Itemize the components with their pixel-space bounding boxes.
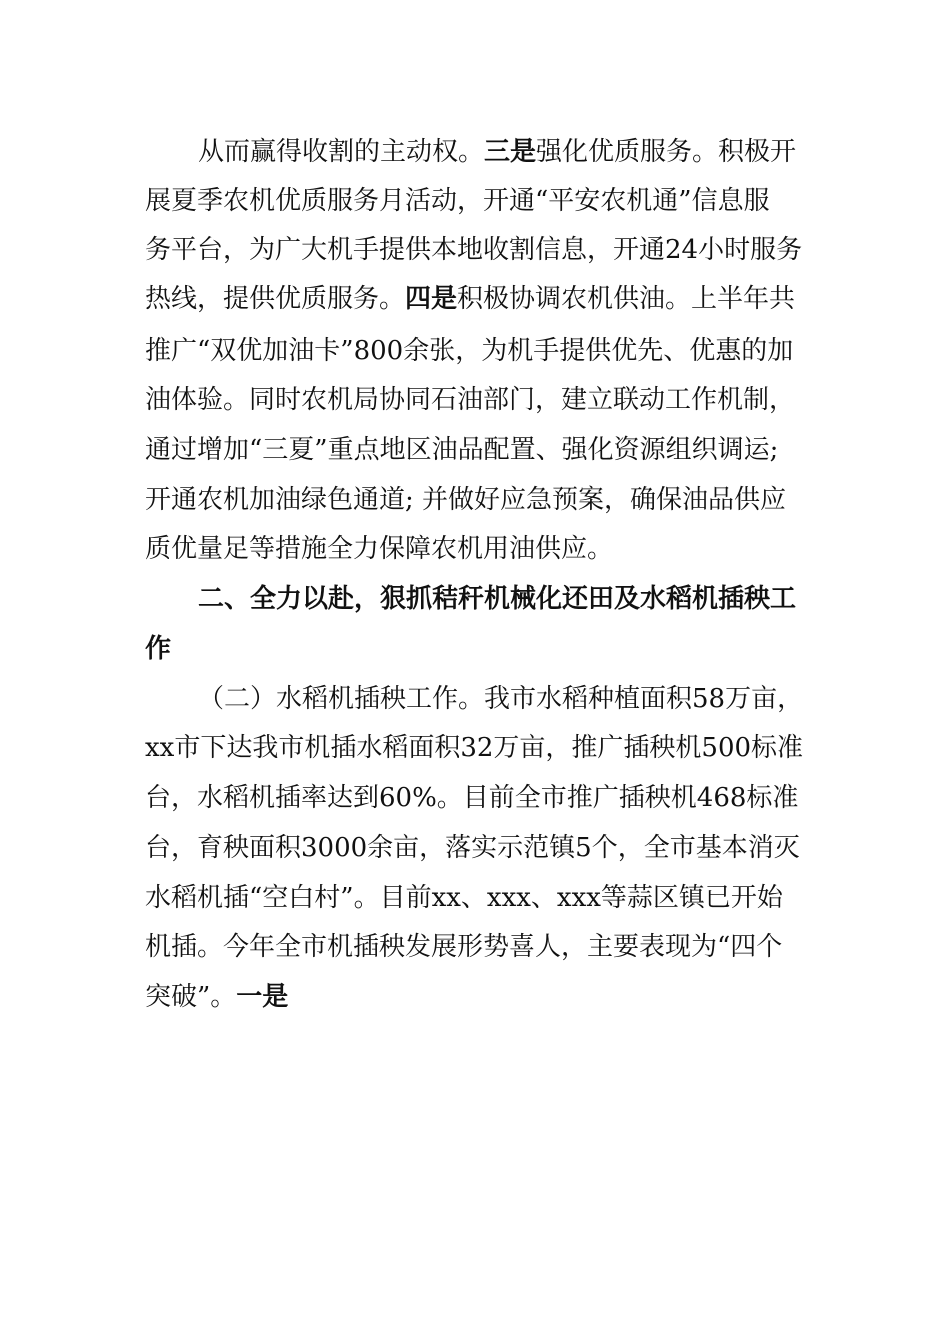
paragraph-line bbox=[145, 972, 288, 1022]
paragraph-line: 开通农机加油绿色通道; 并做好应急预案，确保油品供应 bbox=[145, 485, 787, 515]
paragraph-line: 质优量足等措施全力保障农机用油供应。 bbox=[145, 534, 614, 564]
text-run: 积极协调农机供油。上半年共 bbox=[457, 284, 796, 314]
paragraph-line: 台，育秧面积3000余亩，落实示范镇5个，全市基本消灭 bbox=[145, 833, 800, 863]
paragraph-line: 通过增加“三夏”重点地区油品配置、强化资源组织调运; bbox=[145, 435, 779, 465]
emphasis-label: 四是 bbox=[405, 284, 458, 314]
paragraph-line: 展夏季农机优质服务月活动，开通“平安农机通”信息服 bbox=[145, 186, 770, 216]
text-run: 突破”。 bbox=[145, 982, 237, 1012]
paragraph-line bbox=[145, 274, 795, 324]
paragraph-line: （二）水稻机插秧工作。我市水稻种植面积58万亩， bbox=[198, 684, 804, 714]
emphasis-label: 三是 bbox=[484, 137, 537, 167]
section-heading: 二、全力以赴，狠抓秸秆机械化还田及水稻机插秧工 bbox=[198, 584, 797, 614]
text-run: 热线，提供优质服务。 bbox=[145, 284, 406, 314]
paragraph-line bbox=[198, 127, 796, 177]
paragraph-line: 推广“双优加油卡”800余张，为机手提供优先、优惠的加 bbox=[145, 336, 794, 366]
paragraph-line: 务平台，为广大机手提供本地收割信息，开通24小时服务 bbox=[145, 235, 803, 265]
paragraph-line: 台，水稻机插率达到60%。目前全市推广插秧机468标准 bbox=[145, 783, 799, 813]
emphasis-label: 一是 bbox=[236, 982, 289, 1012]
paragraph-line: 机插。今年全市机插秧发展形势喜人，主要表现为“四个 bbox=[145, 932, 783, 962]
paragraph-line: 油体验。同时农机局协同石油部门，建立联动工作机制， bbox=[145, 385, 796, 415]
paragraph-line: 水稻机插“空白村”。目前xx、xxx、xxx等蒜区镇已开始 bbox=[145, 883, 783, 913]
text-run: 从而赢得收割的主动权。 bbox=[198, 137, 485, 167]
section-heading-continuation: 作 bbox=[145, 634, 172, 664]
paragraph-line: xx市下达我市机插水稻面积32万亩，推广插秧机500标准 bbox=[145, 733, 804, 763]
text-run: 强化优质服务。积极开 bbox=[536, 137, 797, 167]
